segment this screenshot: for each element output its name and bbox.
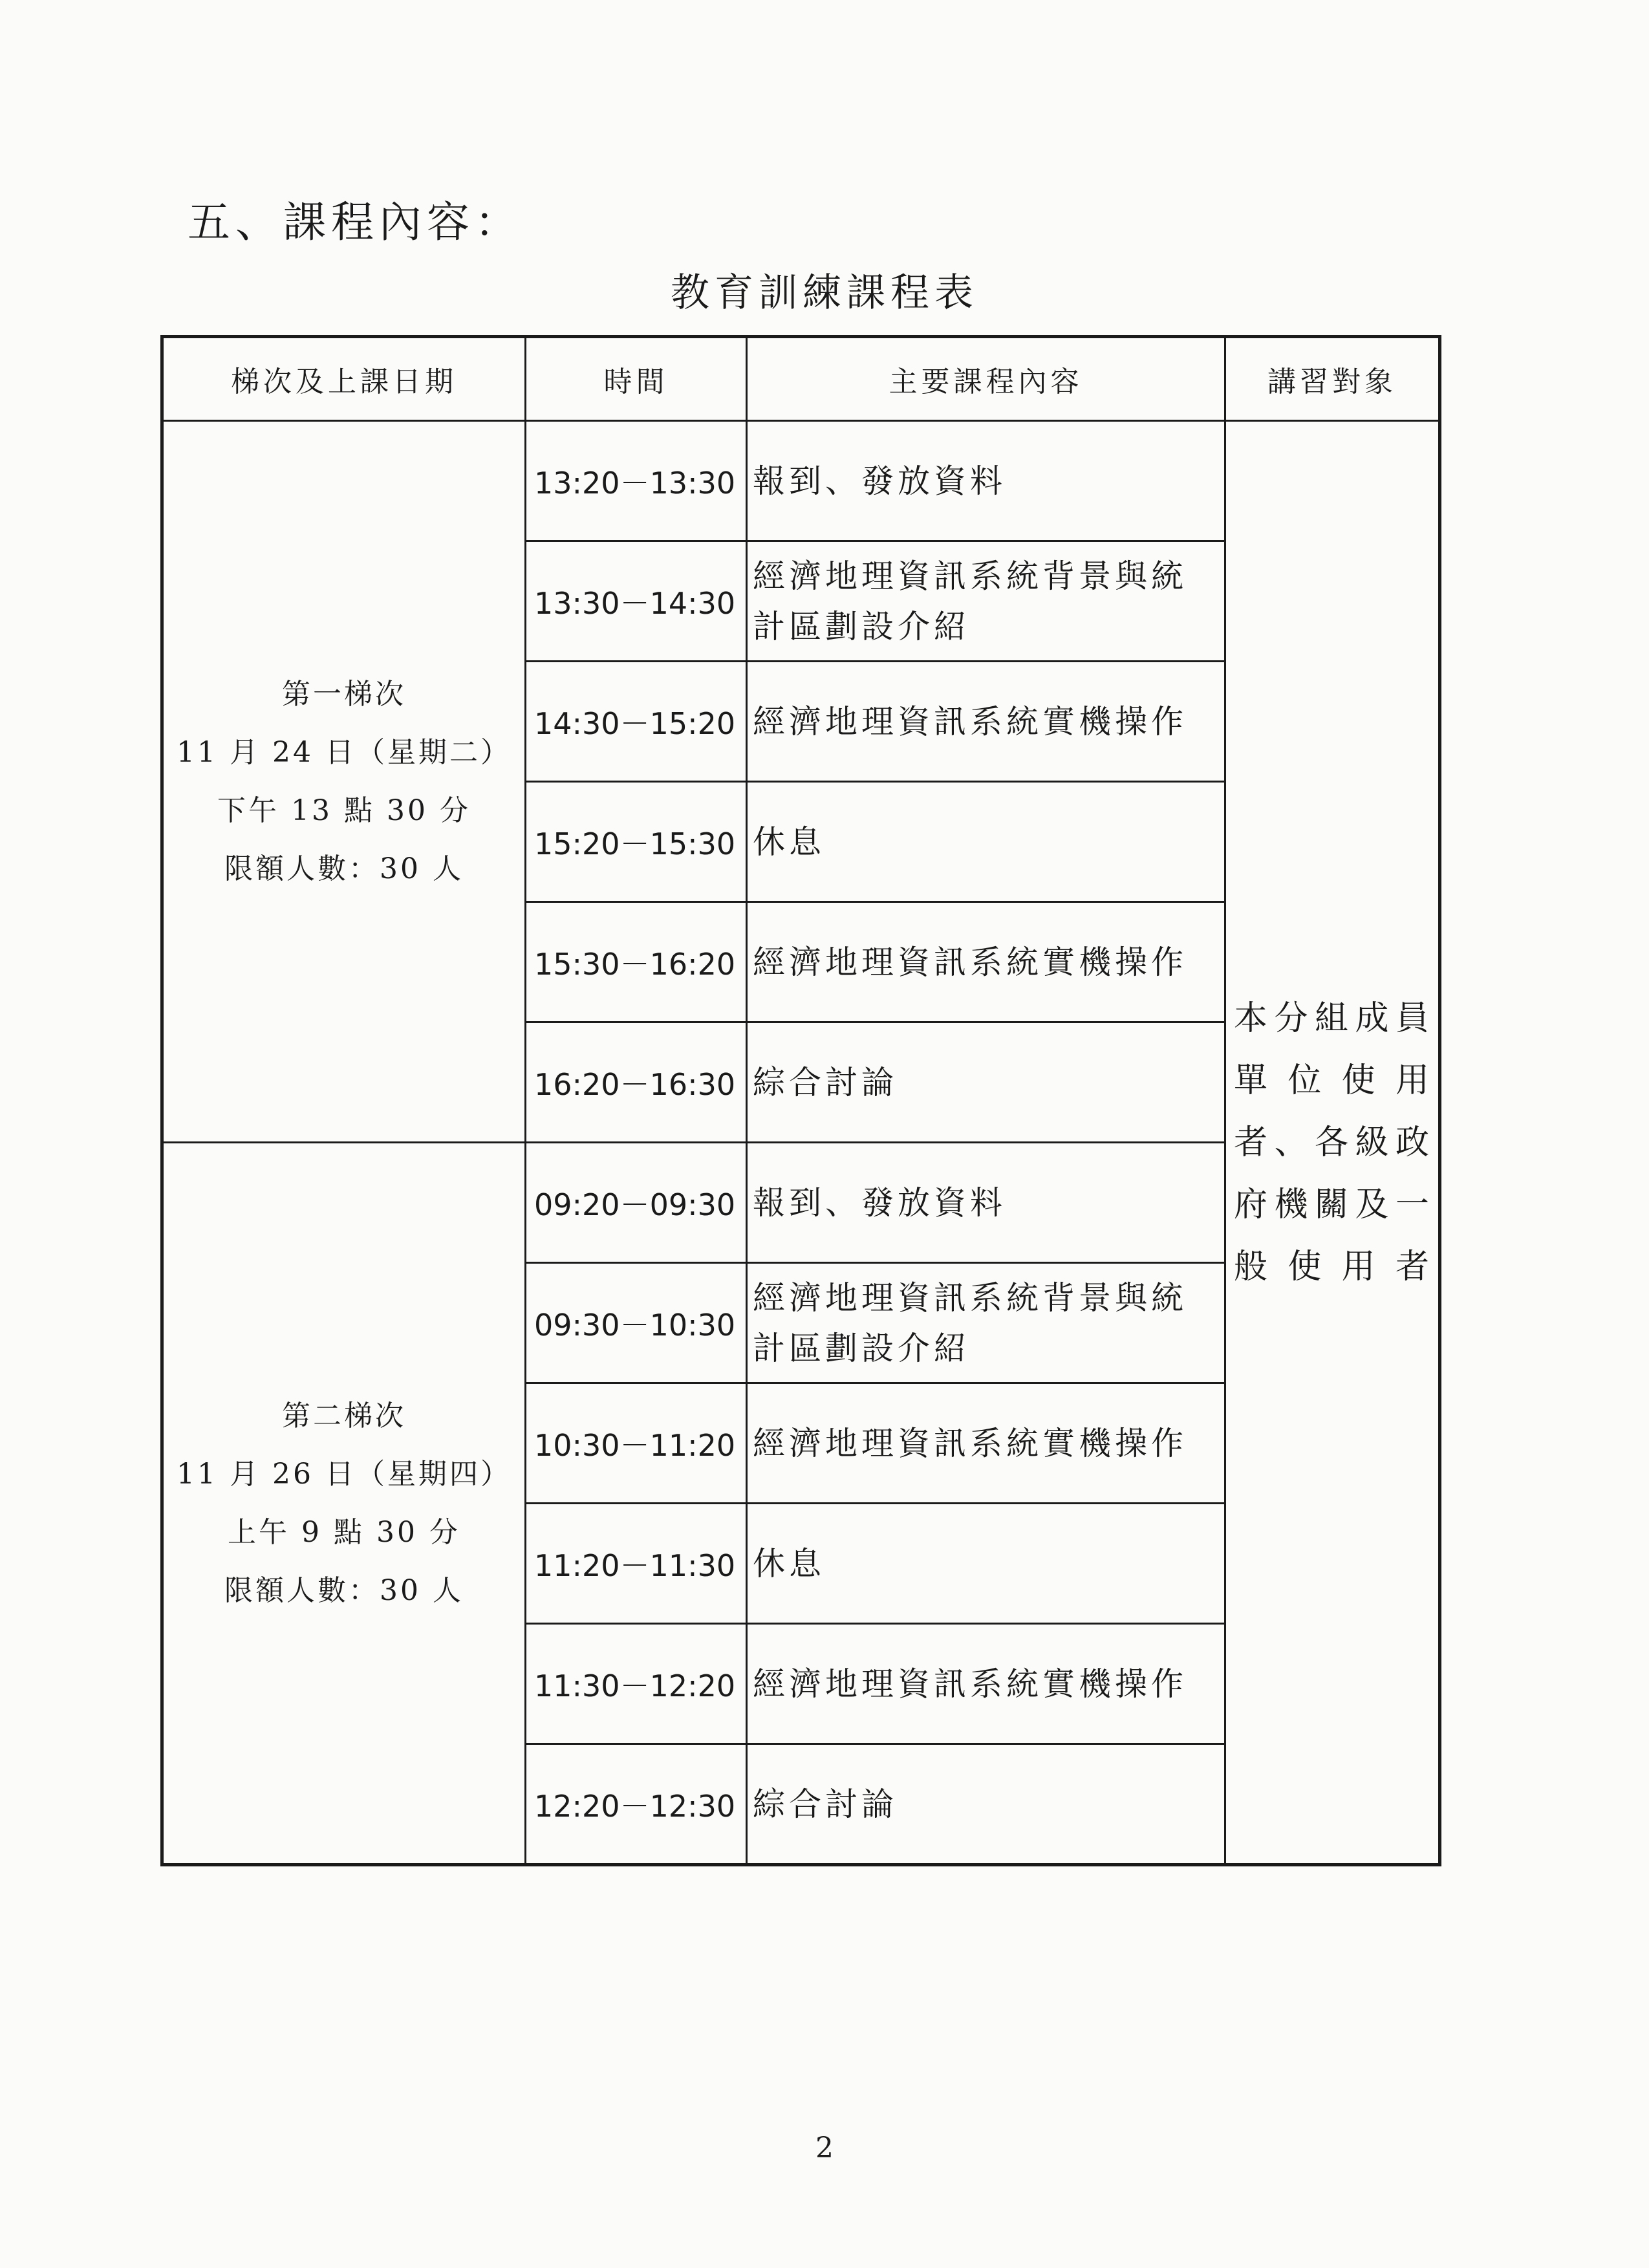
session-cell-1 xyxy=(162,421,526,1143)
session-cell-2 xyxy=(162,1143,526,1865)
time-cell: 11:30－12:20 xyxy=(526,1624,747,1744)
time-cell: 11:20－11:30 xyxy=(526,1504,747,1624)
header-audience: 講習對象 xyxy=(1225,337,1440,421)
session-quota: 限額人數：30 人 xyxy=(224,1573,464,1607)
session-start-time: 下午 13 點 30 分 xyxy=(217,794,471,827)
content-cell: 綜合討論 xyxy=(747,1022,1225,1143)
header-content: 主要課程內容 xyxy=(747,337,1225,421)
content-cell: 經濟地理資訊系統實機操作 xyxy=(747,902,1225,1022)
time-cell: 13:30－14:30 xyxy=(526,541,747,662)
content-cell: 休息 xyxy=(747,782,1225,902)
content-cell: 綜合討論 xyxy=(747,1744,1225,1865)
time-cell: 15:30－16:20 xyxy=(526,902,747,1022)
content-cell: 經濟地理資訊系統背景與統計區劃設介紹 xyxy=(747,541,1225,662)
session-date: 11 月 26 日（星期四） xyxy=(177,1457,512,1491)
table-title: 教育訓練課程表 xyxy=(671,270,978,316)
time-cell: 15:20－15:30 xyxy=(526,782,747,902)
content-cell: 經濟地理資訊系統實機操作 xyxy=(747,1624,1225,1744)
table-row xyxy=(162,421,1440,541)
content-cell: 經濟地理資訊系統實機操作 xyxy=(747,1383,1225,1504)
session-start-time: 上午 9 點 30 分 xyxy=(228,1515,460,1549)
header-time: 時間 xyxy=(526,337,747,421)
session-name: 第二梯次 xyxy=(282,1399,406,1432)
audience-cell: 本分組成員單位使用者、各級政府機關及一般使用者 xyxy=(1225,421,1440,1865)
content-cell: 休息 xyxy=(747,1504,1225,1624)
header-session: 梯次及上課日期 xyxy=(162,337,526,421)
content-cell: 報到、發放資料 xyxy=(747,421,1225,541)
time-cell: 14:30－15:20 xyxy=(526,662,747,782)
time-cell: 09:30－10:30 xyxy=(526,1263,747,1383)
table-header-row xyxy=(162,337,1440,421)
time-cell: 10:30－11:20 xyxy=(526,1383,747,1504)
course-schedule-table xyxy=(160,335,1441,1866)
content-cell: 經濟地理資訊系統背景與統計區劃設介紹 xyxy=(747,1263,1225,1383)
content-cell: 經濟地理資訊系統實機操作 xyxy=(747,662,1225,782)
time-cell: 13:20－13:30 xyxy=(526,421,747,541)
session-date: 11 月 24 日（星期二） xyxy=(177,735,512,769)
session-name: 第一梯次 xyxy=(282,677,406,711)
time-cell: 16:20－16:30 xyxy=(526,1022,747,1143)
content-cell: 報到、發放資料 xyxy=(747,1143,1225,1263)
time-cell: 09:20－09:30 xyxy=(526,1143,747,1263)
page-number: 2 xyxy=(815,2132,834,2165)
section-heading: 五、課程內容： xyxy=(188,197,523,247)
session-quota: 限額人數：30 人 xyxy=(224,852,464,885)
time-cell: 12:20－12:30 xyxy=(526,1744,747,1865)
